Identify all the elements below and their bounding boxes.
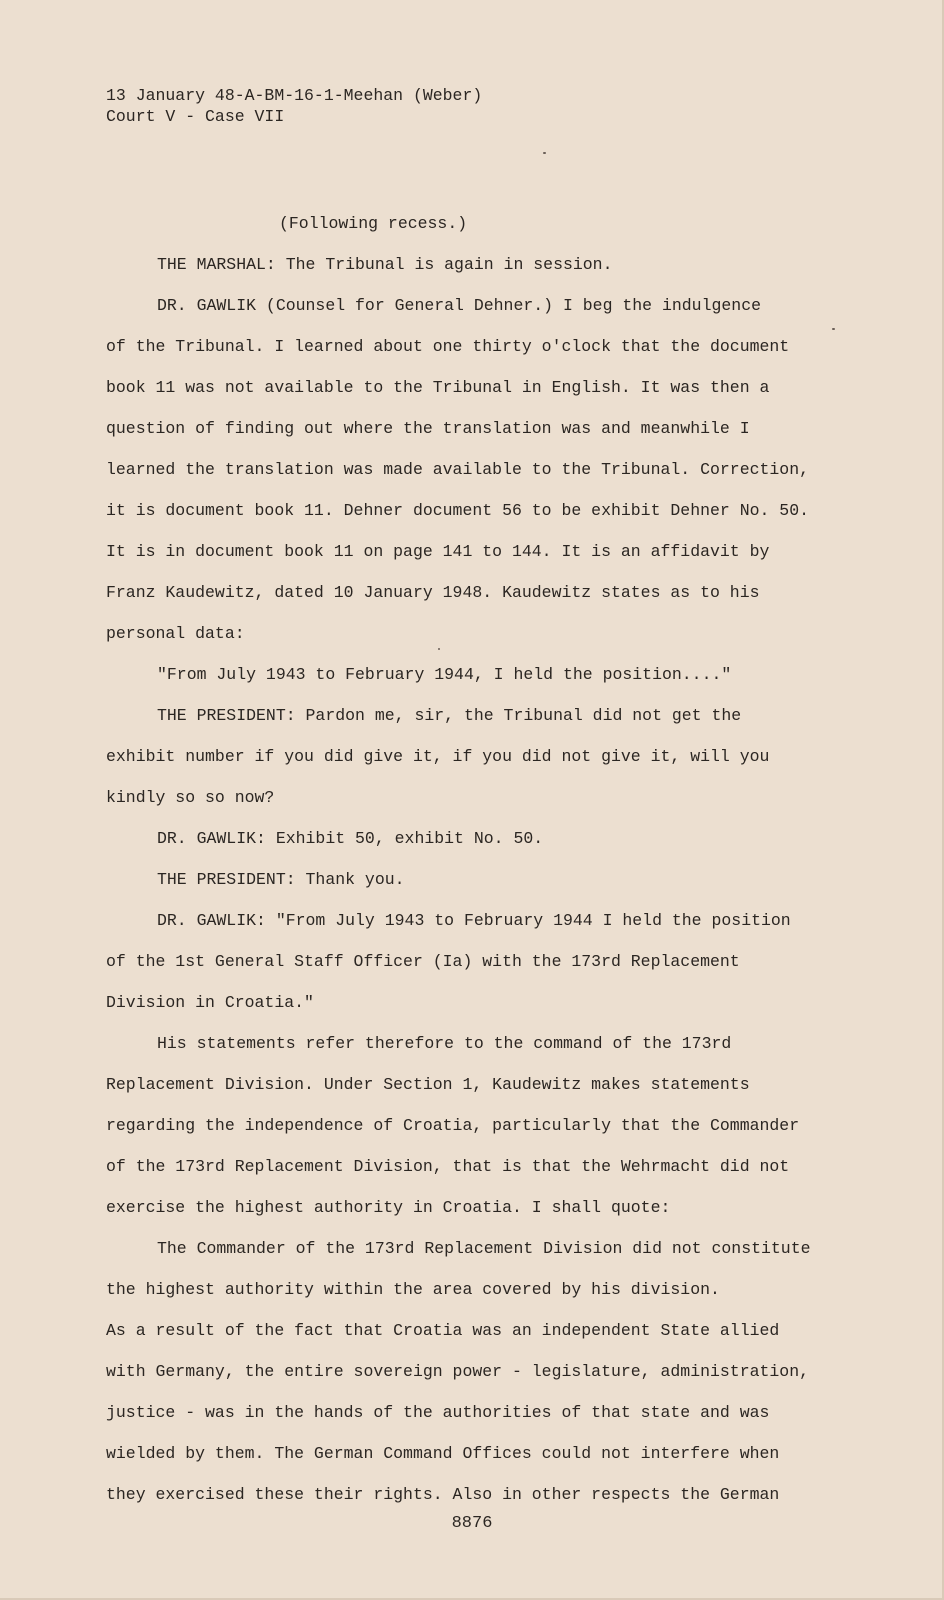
transcript-line: His statements refer therefore to the command of the 173rd: [157, 1034, 732, 1053]
paper-speck: [832, 328, 835, 330]
transcript-line: it is document book 11. Dehner document 56 to be exhibit Dehner No. 50.: [106, 501, 810, 520]
transcript-line: of the 1st General Staff Officer (Ia) with the 173rd Replacement: [106, 952, 740, 971]
transcript-line: exhibit number if you did give it, if you did not give it, will you: [106, 747, 770, 766]
transcript-line: they exercised these their rights. Also in other respects the German: [106, 1485, 780, 1504]
page-header: [106, 85, 482, 127]
paper-speck: [438, 648, 440, 650]
transcript-line: The Commander of the 173rd Replacement Division did not constitute: [157, 1239, 811, 1258]
transcript-line: THE MARSHAL: The Tribunal is again in session.: [157, 255, 613, 274]
transcript-line: regarding the independence of Croatia, particularly that the Commander: [106, 1116, 800, 1135]
transcript-line: "From July 1943 to February 1944, I held the position....": [157, 665, 732, 684]
transcript-line: Franz Kaudewitz, dated 10 January 1948. Kaudewitz states as to his: [106, 583, 760, 602]
transcript-line: exercise the highest authority in Croatia. I shall quote:: [106, 1198, 671, 1217]
transcript-line: question of finding out where the translation was and meanwhile I: [106, 419, 750, 438]
transcript-line: DR. GAWLIK: "From July 1943 to February 1944 I held the position: [157, 911, 791, 930]
paper-speck: [543, 152, 546, 154]
header-line-date-ref: 13 January 48-A-BM-16-1-Meehan (Weber): [106, 86, 483, 105]
transcript-line: THE PRESIDENT: Thank you.: [157, 870, 405, 889]
transcript-line: DR. GAWLIK: Exhibit 50, exhibit No. 50.: [157, 829, 544, 848]
transcript-line: the highest authority within the area covered by his division.: [106, 1280, 720, 1299]
transcript-line: of the Tribunal. I learned about one thirty o'clock that the document: [106, 337, 790, 356]
transcript-line: kindly so so now?: [106, 788, 275, 807]
transcript-line: personal data:: [106, 624, 245, 643]
page-number: 8876: [451, 1514, 493, 1533]
transcript-body: [106, 203, 846, 1515]
transcript-line: As a result of the fact that Croatia was an independent State allied: [106, 1321, 780, 1340]
transcript-line: learned the translation was made available to the Tribunal. Correction,: [106, 460, 810, 479]
transcript-line: justice - was in the hands of the authorities of that state and was: [106, 1403, 770, 1422]
transcript-line: Replacement Division. Under Section 1, Kaudewitz makes statements: [106, 1075, 750, 1094]
transcript-line: It is in document book 11 on page 141 to 144. It is an affidavit by: [106, 542, 770, 561]
transcript-line: with Germany, the entire sovereign power - legislature, administration,: [106, 1362, 810, 1381]
transcript-line: THE PRESIDENT: Pardon me, sir, the Tribunal did not get the: [157, 706, 742, 725]
transcript-line: DR. GAWLIK (Counsel for General Dehner.) I beg the indulgence: [157, 296, 761, 315]
section-heading: (Following recess.): [279, 214, 468, 233]
transcript-line: wielded by them. The German Command Offices could not interfere when: [106, 1444, 780, 1463]
transcript-line: of the 173rd Replacement Division, that is that the Wehrmacht did not: [106, 1157, 790, 1176]
header-line-court-case: Court V - Case VII: [106, 107, 285, 126]
transcript-line: book 11 was not available to the Tribunal in English. It was then a: [106, 378, 770, 397]
transcript-line: Division in Croatia.": [106, 993, 314, 1012]
